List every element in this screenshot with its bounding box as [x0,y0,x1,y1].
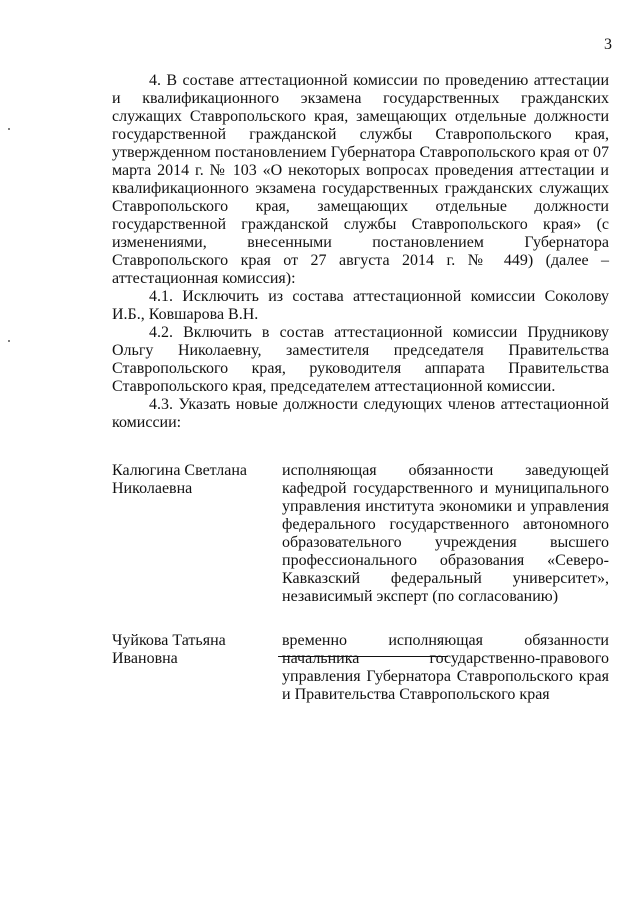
member-name: Чуйкова Татьяна Ивановна [112,632,226,667]
member-entry [112,632,609,704]
closing-rule [278,656,448,657]
paragraph-4: 4. В составе аттестационной комиссии по проведению аттестации и квалификационного экзамена государственных гражданских служащих Ставропольского края, замещающих отдельные должности государственной гражданской службы Ставропольского края, утвержденном постановлением Губернатора Ставропольского края от 07 марта 2014 г. № 103 «О некоторых вопросах проведения аттестации и квалификационного экзамена государственных гражданских служащих Ставропольского края, замещающих отдельные должности государственной гражданской службы Ставропольского края» (с изменениями, внесенными постановлением Губернатора Ставропольского края от 27 августа 2014 г. № 449) (далее – аттестационная комиссия): [112,72,609,287]
paragraph-4-1: 4.1. Исключить из состава аттестационной комиссии Соколову И.Б., Ковшарова В.Н. [112,288,609,323]
document-body [112,72,609,730]
paragraph-4-3: 4.3. Указать новые должности следующих членов аттестационной комиссии: [112,396,609,431]
page-number: 3 [604,36,612,53]
paragraph-4-2: 4.2. Включить в состав аттестационной комиссии Прудникову Ольгу Николаевну, заместителя председателя Правительства Ставропольского края, руководителя аппарата Правительства Ставропольского края, председателем аттестационной комиссии. [112,324,609,395]
member-list [112,462,609,704]
scan-speck [8,128,10,130]
scan-speck [8,340,10,342]
member-entry [112,462,609,606]
member-role: исполняющая обязанности заведующей кафедрой государственного и муниципального управления института экономики и управления федерального государственного автономного образовательного учреждения высшего профессионального образования «Северо-Кавказский федеральный университет», независимый эксперт (по согласованию) [282,462,609,605]
member-name: Калюгина Светлана Николаевна [112,462,248,497]
member-role: временно исполняющая обязанности начальника государственно-правового управления Губернатора Ставропольского края и Правительства Ставропольского края [282,632,609,703]
